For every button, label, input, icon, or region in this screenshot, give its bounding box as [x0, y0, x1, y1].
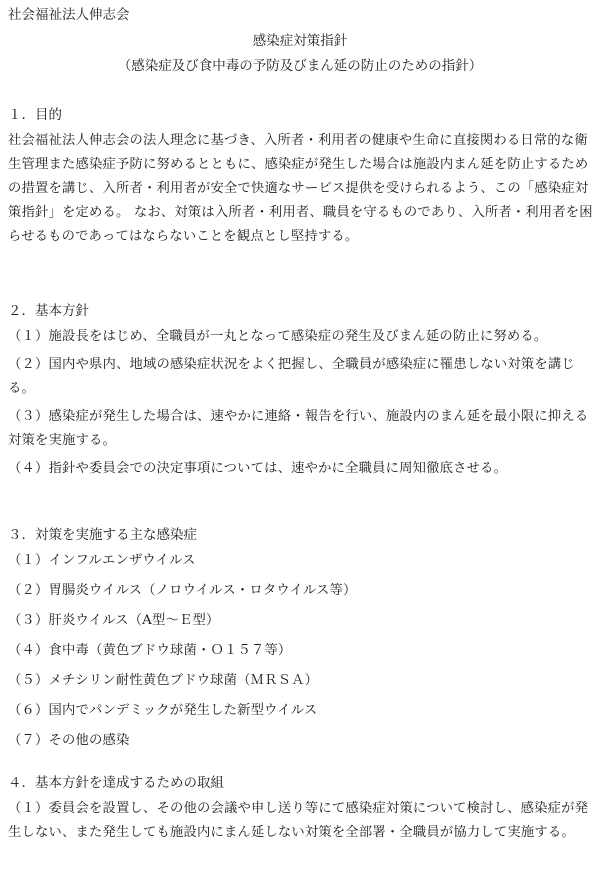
section-infections	[8, 526, 594, 759]
organization-name: 社会福祉法人伸志会	[8, 7, 130, 23]
policy-list	[8, 325, 594, 481]
list-item: （３）感染症が発生した場合は、速やかに連絡・報告を行い、施設内のまん延を最小限に抑える対策を実施する。	[8, 409, 589, 448]
list-item: （３）肝炎ウイルス（A型〜Ｅ型）	[8, 613, 220, 628]
initiative-list	[8, 797, 594, 845]
list-item: （５）メチシリン耐性黄色ブドウ球菌（ＭＲＳＡ）	[8, 673, 319, 688]
document-title: 感染症対策指針	[252, 33, 348, 49]
list-item: （４）食中毒（黄色ブドウ球菌・Ｏ１５７等）	[8, 643, 292, 658]
list-item: （６）国内でパンデミックが発生した新型ウイルス	[8, 703, 318, 718]
section-heading: ４．基本方針を達成するための取組	[8, 775, 224, 791]
list-item: （１）施設長をはじめ、全職員が一丸となって感染症の発生及びまん延の防止に努める。	[8, 329, 548, 344]
list-item: （２）国内や県内、地域の感染症状況をよく把握し、全職員が感染症に罹患しない対策を講じる。	[8, 357, 575, 396]
list-item: （１）インフルエンザウイルス	[8, 553, 196, 568]
section-heading: １．目的	[8, 107, 62, 123]
infection-list	[8, 549, 594, 753]
section-basic-policy	[8, 302, 594, 485]
list-item: （１）委員会を設置し、その他の会議や申し送り等にて感染症対策について検討し、感染症が発生しない、また発生しても施設内にまん延しない対策を全部署・全職員が協力して実施する。	[8, 801, 589, 840]
section-purpose	[8, 106, 594, 249]
section-heading: ３．対策を実施する主な感染症	[8, 527, 197, 543]
section-initiatives	[8, 774, 594, 849]
list-item: （７）その他の感染	[8, 733, 130, 748]
list-item: （２）胃腸炎ウイルス（ノロウイルス・ロタウイルス等）	[8, 583, 357, 598]
section-heading: ２．基本方針	[8, 303, 89, 319]
document-subtitle: （感染症及び食中毒の予防及びまん延の防止のための指針）	[117, 58, 483, 74]
section-paragraph: 社会福祉法人伸志会の法人理念に基づき、入所者・利用者の健康や生命に直接関わる日常的な衛生管理また感染症予防に努めるとともに、感染症が発生した場合は施設内まん延を防止するための措置を講じ、入所者・利用者が安全で快適なサービス提供を受けられるよう、この「感染症対策指針」を定める。 なお、対策は入所者・利用者、職員を守るものであり、入所者・利用者を困らせるものであってはならないことを観点とし堅持する。	[8, 133, 593, 244]
list-item: （４）指針や委員会での決定事項については、速やかに全職員に周知徹底させる。	[8, 461, 508, 476]
